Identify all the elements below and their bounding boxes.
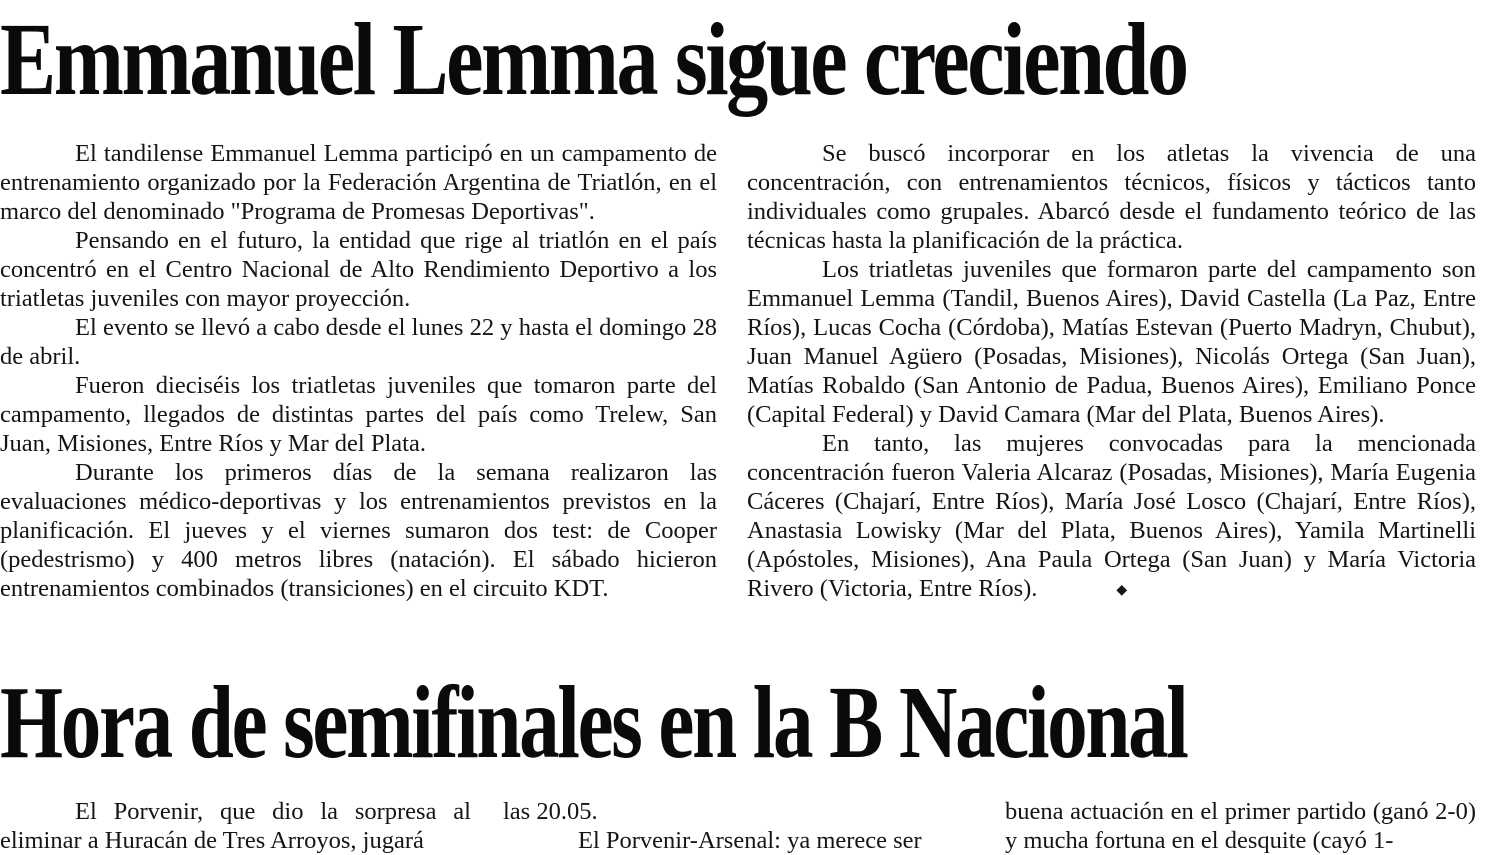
paragraph: El Porvenir, que dio la sorpresa al eliminar a Huracán de Tres Arroyos, jugará <box>0 798 471 854</box>
article-2-column-1 <box>0 797 471 855</box>
paragraph: Se buscó incorporar en los atletas la vivencia de una concentración, con entrenamientos técnicos, físicos y tácticos tanto individuales como grupales. Abarcó desde el fundamento teórico de las técnicas hasta la planificación de la práctica. <box>747 140 1476 254</box>
paragraph: las 20.05. <box>503 798 598 825</box>
paragraph: Durante los primeros días de la semana realizaron las evaluaciones médico-deportivas y los entrenamientos previstos en la planificación. El jueves y el viernes sumaron dos test: de Cooper (pedestrismo) y 400 metros libres (natación). El sábado hicieron entrenamientos combinados (transiciones) en el circuito KDT. <box>0 459 717 602</box>
headline-semifinales: Hora de semifinales en la B Nacional <box>0 665 1187 780</box>
article-2-column-2 <box>503 797 975 855</box>
article-1-right-column <box>747 139 1476 605</box>
headline-emmanuel-lemma: Emmanuel Lemma sigue creciendo <box>0 2 1187 117</box>
article-2-column-3 <box>1005 797 1476 855</box>
article-1-left-column <box>0 139 717 603</box>
paragraph: buena actuación en el primer partido (ganó 2-0) y mucha fortuna en el desquite (cayó 1- <box>1005 798 1476 854</box>
paragraph: El evento se llevó a cabo desde el lunes 22 y hasta el domingo 28 de abril. <box>0 314 717 370</box>
paragraph-text: En tanto, las mujeres convocadas para la mencionada concentración fueron Valeria Alcaraz (Posadas, Misiones), María Eugenia Cáceres (Chajarí, Entre Ríos), María José Losco (Chajarí, Entre Ríos), Anastasia Lowisky (Mar del Plata, Buenos Aires), Yamila Martinelli (Apóstoles, Misiones), Ana Paula Ortega (San Juan) y María Victoria Rivero (Victoria, Entre Ríos). <box>747 430 1476 602</box>
paragraph: El Porvenir-Arsenal: ya merece ser <box>578 827 922 854</box>
paragraph: Los triatletas juveniles que formaron parte del campamento son Emmanuel Lemma (Tandil, Buenos Aires), David Castella (La Paz, Entre Ríos), Lucas Cocha (Córdoba), Matías Estevan (Puerto Madryn, Chubut), Juan Manuel Agüero (Posadas, Misiones), Nicolás Ortega (San Juan), Matías Robaldo (San Antonio de Padua, Buenos Aires), Emiliano Ponce (Capital Federal) y David Camara (Mar del Plata, Buenos Aires). <box>747 256 1476 428</box>
paragraph: Pensando en el futuro, la entidad que rige al triatlón en el país concentró en el Centro Nacional de Alto Rendimiento Deportivo a los triatletas juveniles con mayor proyección. <box>0 227 717 312</box>
paragraph <box>747 429 1476 605</box>
end-of-article-diamond-icon: ◆ <box>1116 582 1128 598</box>
paragraph: Fueron dieciséis los triatletas juveniles que tomaron parte del campamento, llegados de distintas partes del país como Trelew, San Juan, Misiones, Entre Ríos y Mar del Plata. <box>0 372 717 457</box>
paragraph: El tandilense Emmanuel Lemma participó en un campamento de entrenamiento organizado por la Federación Argentina de Triatlón, en el marco del denominado "Programa de Promesas Deportivas". <box>0 140 717 225</box>
